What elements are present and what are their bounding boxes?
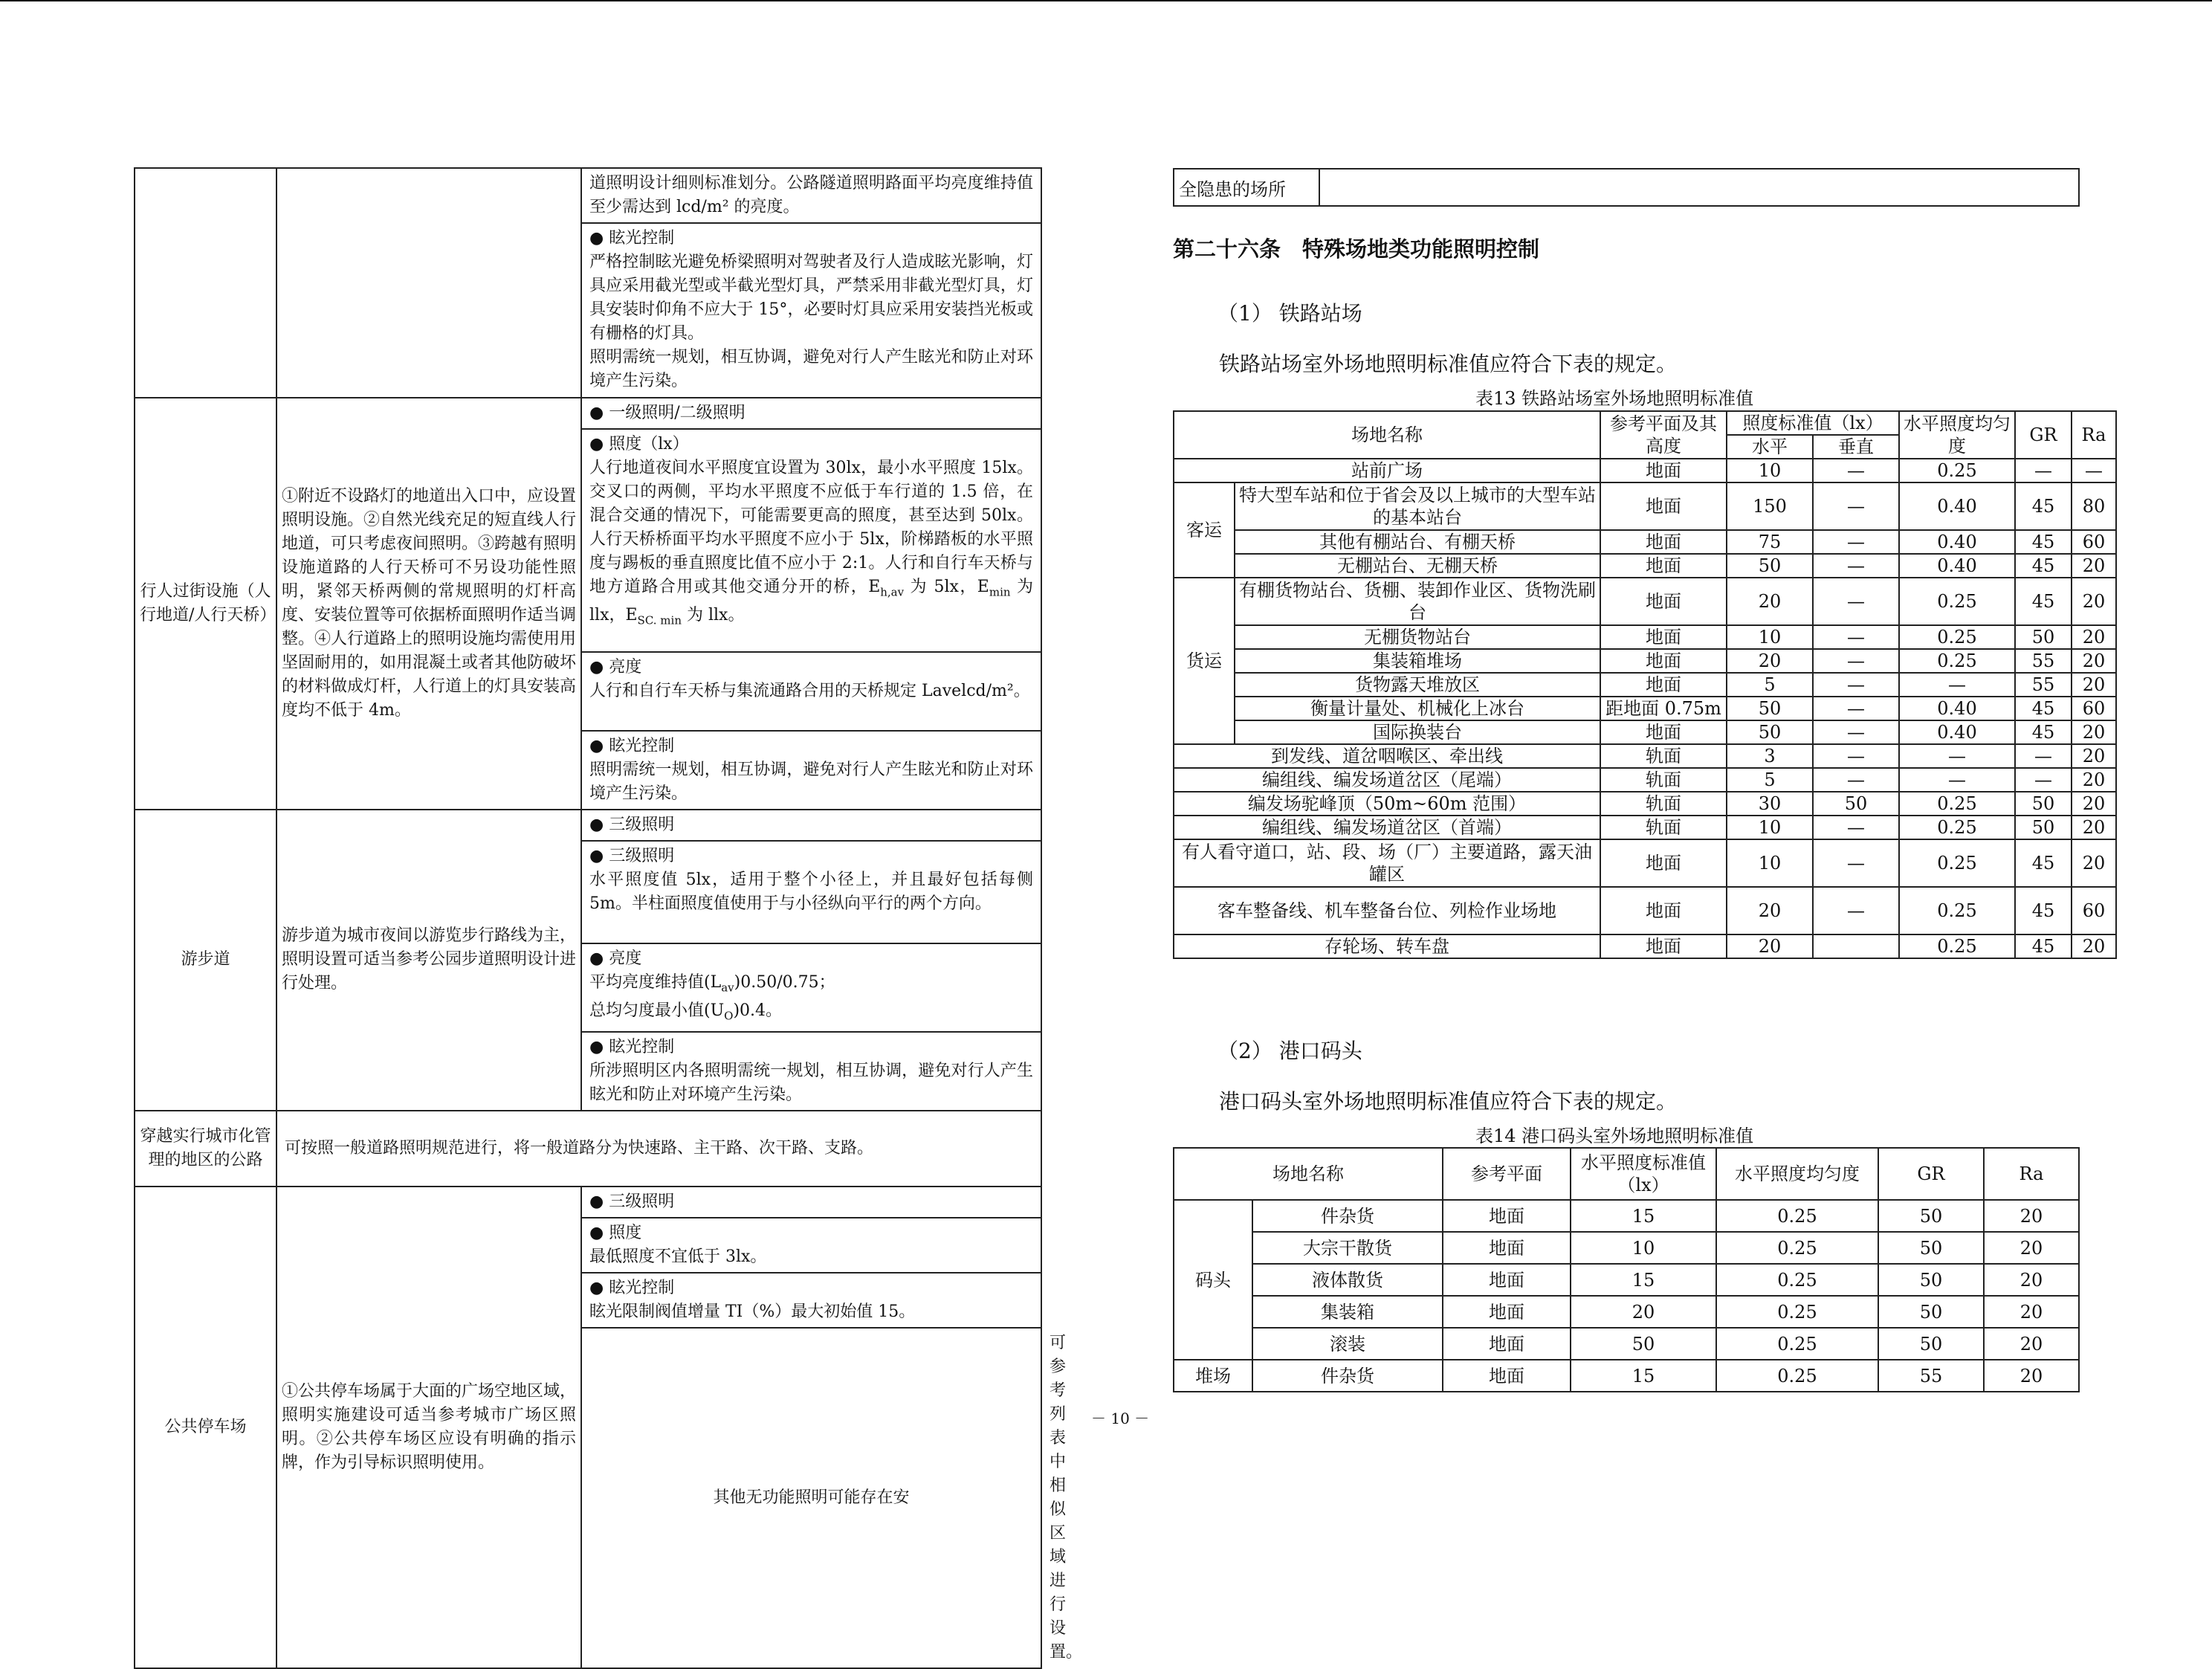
table-row	[135, 168, 1041, 223]
cell-name: 有棚货物站台、货棚、装卸作业区、货物洗刷台	[1235, 578, 1600, 625]
cell-name: 集装箱堆场	[1235, 649, 1600, 673]
header-plane: 参考平面及其高度	[1600, 411, 1727, 459]
table-row	[135, 1187, 1041, 1218]
cell-plane: 地面	[1600, 720, 1727, 744]
table-row	[1174, 744, 2116, 768]
table-row	[1174, 554, 2116, 578]
table-row	[1174, 768, 2116, 792]
cell-name: 客车整备线、机车整备台位、列检作业场地	[1174, 887, 1600, 934]
cell-gr: —	[2015, 459, 2072, 482]
cell-v: —	[1813, 744, 1899, 768]
level-cell: ● 一级照明/二级照明	[581, 398, 1041, 429]
header-horiz: 水平	[1727, 435, 1813, 459]
cell-v: 50	[1813, 792, 1899, 816]
cell-v: —	[1813, 649, 1899, 673]
cell-name: 件杂货	[1252, 1200, 1443, 1232]
header-name: 场地名称	[1174, 1148, 1443, 1200]
cell-name: 液体散货	[1252, 1264, 1443, 1296]
cell-u: 0.40	[1899, 530, 2015, 554]
table-row	[1174, 1264, 2079, 1296]
header-std: 照度标准值（lx）	[1727, 411, 1899, 435]
cell-ra: 20	[1984, 1296, 2079, 1328]
cell-plane: 轨面	[1600, 768, 1727, 792]
cell-name: 编发场驼峰顶（50m~60m 范围）	[1174, 792, 1600, 816]
section-para-port: 港口码头室外场地照明标准值应符合下表的规定。	[1219, 1089, 1678, 1114]
cell-h: 20	[1727, 578, 1813, 625]
category-other: 其他无功能照明可能存在安	[581, 1328, 1041, 1668]
table-row: 其他无功能照明可能存在安 可参考列表中相似区域进行设置。	[135, 1328, 1041, 1668]
cell-name: 件杂货	[1252, 1360, 1443, 1392]
cell-u: 0.25	[1899, 792, 2015, 816]
cell-plane: 地面	[1443, 1264, 1571, 1296]
cell-u: 0.25	[1716, 1296, 1878, 1328]
cell-u: —	[1899, 673, 2015, 697]
cell-h: 150	[1727, 482, 1813, 530]
cell-u: 0.25	[1899, 649, 2015, 673]
desc-trail: 游步道为城市夜间以游览步行路线为主，照明设置可适当参考公园步道照明设计进行处理。	[276, 810, 581, 1111]
header-uniform: 水平照度均匀度	[1899, 411, 2015, 459]
cell-ra: 20	[1984, 1232, 2079, 1264]
urban-road-text: 可按照一般道路照明规范进行，将一般道路分为快速路、主干路、次干路、支路。	[276, 1111, 1041, 1187]
cell-gr: —	[2015, 768, 2072, 792]
cell-std: 15	[1571, 1264, 1716, 1296]
cell-name: 特大型车站和位于省会及以上城市的大型车站的基本站台	[1235, 482, 1600, 530]
cell-ra: 60	[2072, 887, 2116, 934]
cell-name: 国际换装台	[1235, 720, 1600, 744]
group-passenger: 客运	[1174, 482, 1235, 578]
cell-ra: 20	[2072, 816, 2116, 839]
illuminance-cell: ● 三级照明 水平照度值 5lx，适用于整个小径上，并且最好包括每侧 5m。半柱面照度值使用于与小径纵向平行的两个方向。	[581, 841, 1041, 943]
cell-plane: 地面	[1443, 1360, 1571, 1392]
top-border-line	[0, 0, 2212, 1]
illuminance-cell: ● 照度（lx） 人行地道夜间水平照度宜设置为 30lx，最小水平照度 15lx。交叉口的两侧，平均水平照度不应低于车行道的 1.5 倍，在混合交通的情况下，可能需要更高的照度，甚至达到 50lx。人行天桥桥面平均水平照度不应小于 5lx，阶梯踏板的水平照度与踢板的垂直照度比值不应小于 2:1。人行和自行车天桥与地方道路合用或其他交通分开的桥，$E_{h,av}$ 为 5lx，$E_{min}$ 为 llx，$E_{SC. min}$ 为 llx。	[581, 429, 1041, 652]
cell-u: 0.25	[1716, 1328, 1878, 1360]
continued-table	[1173, 168, 2080, 207]
cell-u: 0.25	[1716, 1232, 1878, 1264]
cell-gr: 45	[2015, 554, 2072, 578]
cell-name: 衡量计量处、机械化上冰台	[1235, 697, 1600, 720]
table13-caption: 表13 铁路站场室外场地照明标准值	[1475, 388, 1754, 409]
table-row	[1174, 1232, 2079, 1264]
luminance-cell: ● 亮度 平均亮度维持值$(L_{av})0.50/0.75$； 总均匀度最小值$(U_O)0.4$。	[581, 943, 1041, 1032]
cell-gr: 50	[2015, 816, 2072, 839]
cell-v: —	[1813, 887, 1899, 934]
cell-v: —	[1813, 768, 1899, 792]
cell-plane: 地面	[1443, 1328, 1571, 1360]
table-row	[135, 1111, 1041, 1187]
table-row	[1174, 697, 2116, 720]
cell-gr: 45	[2015, 697, 2072, 720]
cell-u: 0.25	[1716, 1200, 1878, 1232]
table-row	[1174, 482, 2116, 530]
cell-u: 0.25	[1899, 887, 2015, 934]
cell-gr: —	[2015, 744, 2072, 768]
table-row	[1174, 625, 2116, 649]
table-row	[135, 810, 1041, 841]
cell-ra: 20	[1984, 1200, 2079, 1232]
header-std: 水平照度标准值（lx）	[1571, 1148, 1716, 1200]
cell-u: 0.25	[1899, 816, 2015, 839]
cell-gr: 50	[2015, 792, 2072, 816]
table-row	[135, 398, 1041, 429]
cell-gr: 45	[2015, 578, 2072, 625]
table-row	[1174, 720, 2116, 744]
cell-u: 0.25	[1899, 934, 2015, 958]
cell-u: 0.25	[1716, 1264, 1878, 1296]
cell-ra: 20	[2072, 792, 2116, 816]
cell-ra: 60	[2072, 530, 2116, 554]
cell-u: 0.25	[1899, 625, 2015, 649]
cell-std: 10	[1571, 1232, 1716, 1264]
page-number: － 10 －	[1091, 1410, 1150, 1427]
cell-name: 大宗干散货	[1252, 1232, 1443, 1264]
cell-h: 50	[1727, 720, 1813, 744]
cell-name: 无棚货物站台	[1235, 625, 1600, 649]
lighting-facility-table	[134, 167, 1083, 1669]
cell-plane: 地面	[1600, 625, 1727, 649]
cell-u: 0.25	[1899, 459, 2015, 482]
header-name: 场地名称	[1174, 411, 1600, 459]
cell-u: 0.25	[1716, 1360, 1878, 1392]
cell-v: —	[1813, 459, 1899, 482]
cell-plane: 地面	[1600, 673, 1727, 697]
cell-plane: 地面	[1600, 459, 1727, 482]
table-row	[1174, 578, 2116, 625]
cell-h: 5	[1727, 768, 1813, 792]
cell-ra: 60	[2072, 697, 2116, 720]
cell-v: —	[1813, 530, 1899, 554]
cell-plane: 距地面 0.75m	[1600, 697, 1727, 720]
cell-gr: 45	[2015, 934, 2072, 958]
railway-lighting-table	[1173, 410, 2117, 959]
cell-plane: 地面	[1600, 530, 1727, 554]
cell-h: 20	[1727, 887, 1813, 934]
group-yard: 堆场	[1174, 1360, 1252, 1392]
cell-ra: 20	[2072, 673, 2116, 697]
cell-ra: 20	[1984, 1360, 2079, 1392]
cell-gr: 50	[1878, 1264, 1984, 1296]
section-para-railway: 铁路站场室外场地照明标准值应符合下表的规定。	[1219, 352, 1678, 376]
cell-ra: 20	[2072, 578, 2116, 625]
section-title-port: （2） 港口码头	[1217, 1039, 1362, 1063]
group-freight: 货运	[1174, 578, 1235, 744]
cell-u: 0.25	[1899, 578, 2015, 625]
cell-gr: 45	[2015, 839, 2072, 887]
cell-v: —	[1813, 839, 1899, 887]
cell-gr: 45	[2015, 720, 2072, 744]
cell-std: 50	[1571, 1328, 1716, 1360]
cell-gr: 50	[2015, 625, 2072, 649]
table-row	[1174, 1360, 2079, 1392]
cell-u: —	[1899, 768, 2015, 792]
cell-plane: 地面	[1600, 482, 1727, 530]
table-row	[1174, 887, 2116, 934]
cell-v: —	[1813, 554, 1899, 578]
port-lighting-table	[1173, 1147, 2080, 1392]
glare-control-cell: ● 眩光控制 严格控制眩光避免桥梁照明对驾驶者及行人造成眩光影响，灯具应采用截光型或半截光型灯具，严禁采用非截光型灯具，灯具安装时仰角不应大于 15°，必要时灯具应采用安装挡光板或有栅格的灯具。 照明需统一规划，相互协调，避免对行人产生眩光和防止对环境产生污染。	[581, 223, 1041, 398]
cell-u: 0.40	[1899, 697, 2015, 720]
glare-control-cell: ● 眩光控制 照明需统一规划，相互协调，避免对行人产生眩光和防止对环境产生污染。	[581, 731, 1041, 810]
cell-v: —	[1813, 578, 1899, 625]
cell-ra: 20	[1984, 1328, 2079, 1360]
cell-gr: 50	[1878, 1296, 1984, 1328]
cell-gr: 50	[1878, 1200, 1984, 1232]
cell-std: 20	[1571, 1296, 1716, 1328]
level-cell: ● 三级照明	[581, 810, 1041, 841]
table14-caption: 表14 港口码头室外场地照明标准值	[1475, 1126, 1754, 1146]
cell-gr: 50	[1878, 1328, 1984, 1360]
cell-plane: 地面	[1443, 1200, 1571, 1232]
cell-ra: 20	[2072, 744, 2116, 768]
section-title-railway: （1） 铁路站场	[1217, 301, 1362, 326]
cell-std: 15	[1571, 1200, 1716, 1232]
cell-v: —	[1813, 673, 1899, 697]
cell-plane: 轨面	[1600, 816, 1727, 839]
cell-u: 0.25	[1899, 839, 2015, 887]
header-gr: GR	[2015, 411, 2072, 459]
cell-h: 30	[1727, 792, 1813, 816]
cell-ra: 20	[2072, 649, 2116, 673]
article-title: 第二十六条 特殊场地类功能照明控制	[1173, 236, 1540, 262]
cell-plane: 轨面	[1600, 744, 1727, 768]
cell-h: 3	[1727, 744, 1813, 768]
header-vert: 垂直	[1813, 435, 1899, 459]
table-row	[1174, 673, 2116, 697]
cell-plane: 地面	[1600, 839, 1727, 887]
table-row	[1174, 1328, 2079, 1360]
illuminance-cell: ● 照度 最低照度不宜低于 3lx。	[581, 1218, 1041, 1273]
category-pedestrian: 行人过街设施（人行地道/人行天桥）	[135, 398, 276, 810]
cell-name: 存轮场、转车盘	[1174, 934, 1600, 958]
table-row	[1174, 792, 2116, 816]
cell-h: 10	[1727, 839, 1813, 887]
cell-ra: 20	[2072, 625, 2116, 649]
desc-parking: ①公共停车场属于大面的广场空地区域，照明实施建设可适当参考城市广场区照明。②公共停车场区应设有明确的指示牌，作为引导标识照明使用。	[276, 1187, 581, 1668]
cell-ra: 20	[1984, 1264, 2079, 1296]
cell-gr: 55	[2015, 673, 2072, 697]
cell-u: 0.40	[1899, 482, 2015, 530]
cell-v: —	[1813, 720, 1899, 744]
cell-ra: —	[2072, 459, 2116, 482]
cell-name: 集装箱	[1252, 1296, 1443, 1328]
cell-u: —	[1899, 744, 2015, 768]
continued-row-label: 全隐患的场所	[1174, 169, 1319, 206]
table-row	[1174, 530, 2116, 554]
header-plane: 参考平面	[1443, 1148, 1571, 1200]
level-cell: ● 三级照明	[581, 1187, 1041, 1218]
cell-u: 0.40	[1899, 554, 2015, 578]
category-trail: 游步道	[135, 810, 276, 1111]
cell-gr: 55	[2015, 649, 2072, 673]
cell-name: 无棚站台、无棚天桥	[1235, 554, 1600, 578]
cell-h: 20	[1727, 934, 1813, 958]
cell-name: 货物露天堆放区	[1235, 673, 1600, 697]
cell-plane: 地面	[1600, 578, 1727, 625]
header-uniform: 水平照度均匀度	[1716, 1148, 1878, 1200]
cell-h: 50	[1727, 697, 1813, 720]
cell-ra: 20	[2072, 934, 2116, 958]
header-gr: GR	[1878, 1148, 1984, 1200]
glare-control-cell: ● 眩光控制 眩光限制阀值增量 TI（%）最大初始值 15。	[581, 1273, 1041, 1328]
cell-name: 编组线、编发场道岔区（尾端）	[1174, 768, 1600, 792]
cell-gr: 55	[1878, 1360, 1984, 1392]
tunnel-lum-cell: 道照明设计细则标准划分。公路隧道照明路面平均亮度维持值至少需达到 lcd/m² 的亮度。	[581, 168, 1041, 223]
category-urban-road: 穿越实行城市化管理的地区的公路	[135, 1111, 276, 1187]
cell-v	[1813, 934, 1899, 958]
cell-name: 其他有棚站台、有棚天桥	[1235, 530, 1600, 554]
table-row	[1174, 839, 2116, 887]
table-row	[1174, 934, 2116, 958]
cell-name: 站前广场	[1174, 459, 1600, 482]
cell-ra: 20	[2072, 768, 2116, 792]
cell-ra: 20	[2072, 720, 2116, 744]
cell-ra: 80	[2072, 482, 2116, 530]
glare-control-cell: ● 眩光控制 所涉照明区内各照明需统一规划，相互协调，避免对行人产生眩光和防止对环境产生污染。	[581, 1032, 1041, 1111]
cell-v: —	[1813, 816, 1899, 839]
cell-ra: 20	[2072, 839, 2116, 887]
cell-gr: 50	[1878, 1232, 1984, 1264]
table-row	[1174, 459, 2116, 482]
cell-plane: 地面	[1600, 649, 1727, 673]
cell-gr: 45	[2015, 887, 2072, 934]
table-row	[1174, 1200, 2079, 1232]
cell-gr: 45	[2015, 482, 2072, 530]
cell-h: 75	[1727, 530, 1813, 554]
cell-name: 滚装	[1252, 1328, 1443, 1360]
cell-plane: 地面	[1443, 1232, 1571, 1264]
luminance-cell: ● 亮度 人行和自行车天桥与集流通路合用的天桥规定 Lavelcd/m²。	[581, 652, 1041, 731]
cell-name: 编组线、编发场道岔区（首端）	[1174, 816, 1600, 839]
cell-ra: 20	[2072, 554, 2116, 578]
cell-std: 15	[1571, 1360, 1716, 1392]
cell-plane: 地面	[1443, 1296, 1571, 1328]
header-ra: Ra	[1984, 1148, 2079, 1200]
table-row	[1174, 816, 2116, 839]
cell-h: 10	[1727, 816, 1813, 839]
cell-h: 10	[1727, 625, 1813, 649]
table-row	[1174, 649, 2116, 673]
cell-name: 到发线、道岔咽喉区、牵出线	[1174, 744, 1600, 768]
cell-h: 10	[1727, 459, 1813, 482]
cell-u: 0.40	[1899, 720, 2015, 744]
group-wharf: 码头	[1174, 1200, 1252, 1360]
cell-v: —	[1813, 697, 1899, 720]
category-parking: 公共停车场	[135, 1187, 276, 1668]
table-row	[1174, 1296, 2079, 1328]
cell-h: 20	[1727, 649, 1813, 673]
cell-name: 有人看守道口，站、段、场（厂）主要道路，露天油罐区	[1174, 839, 1600, 887]
cell-plane: 地面	[1600, 554, 1727, 578]
cell-v: —	[1813, 625, 1899, 649]
cell-plane: 轨面	[1600, 792, 1727, 816]
desc-pedestrian: ①附近不设路灯的地道出入口中，应设置照明设施。②自然光线充足的短直线人行地道，可只考虑夜间照明。③跨越有照明设施道路的人行天桥可不另设功能性照明，紧邻天桥两侧的常规照明的灯杆高度、安装位置等可依据桥面照明作适当调整。④人行道路上的照明设施均需使用用坚固耐用的，如用混凝土或者其他防破坏的材料做成灯杆，人行道上的灯具安装高度均不低于 4m。	[276, 398, 581, 810]
cell-plane: 地面	[1600, 887, 1727, 934]
cell-gr: 45	[2015, 530, 2072, 554]
cell-plane: 地面	[1600, 934, 1727, 958]
header-ra: Ra	[2072, 411, 2116, 459]
cell-h: 5	[1727, 673, 1813, 697]
cell-v: —	[1813, 482, 1899, 530]
cell-h: 50	[1727, 554, 1813, 578]
